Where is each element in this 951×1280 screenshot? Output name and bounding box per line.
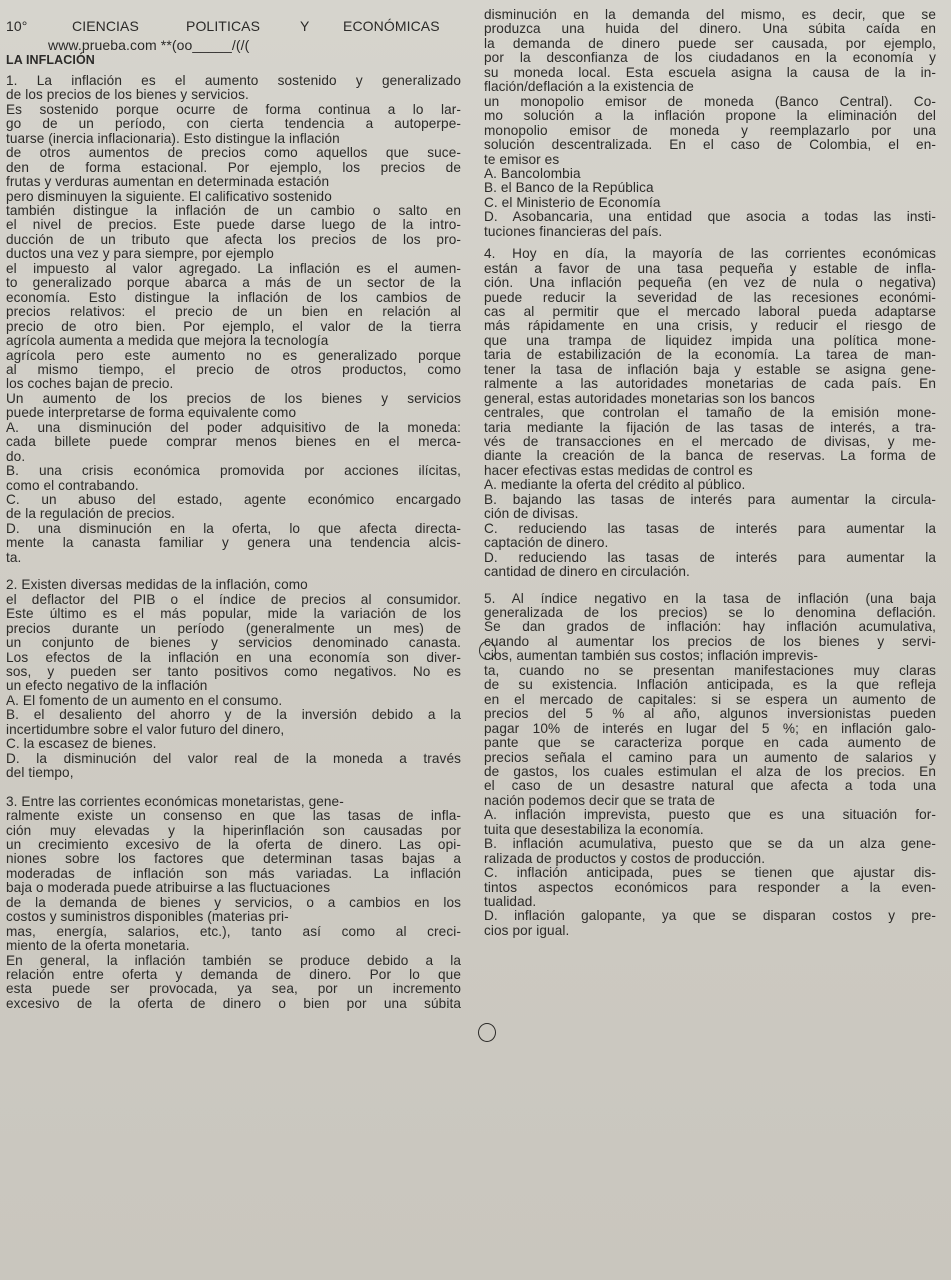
- text-line: del tiempo,: [6, 765, 74, 780]
- text-line: precios relativos: el precio de un bien en relación al: [6, 304, 461, 319]
- text-line: también distingue la inflación de un cambio o salto en: [6, 203, 461, 218]
- text-line: B. bajando las tasas de interés para aumentar la circula-: [484, 492, 936, 507]
- text-line: D. una disminución en la oferta, lo que afecta directa-: [6, 521, 461, 536]
- text-line: ducción de un tributo que afecta los precios de los pro-: [6, 232, 461, 247]
- text-line: cas al permitir que el mercado laboral pueda adaptarse: [484, 304, 936, 319]
- text-line: den de forma estacional. Por ejemplo, los precios de: [6, 160, 461, 175]
- text-line: Un aumento de los precios de los bienes y servicios: [6, 391, 461, 406]
- text-line: flación/deflación a la existencia de: [484, 79, 694, 94]
- text-line: el nivel de precios. Este puede darse luego de la intro-: [6, 217, 461, 232]
- text-line: B. inflación acumulativa, puesto que se da un alza gene-: [484, 836, 936, 851]
- text-line: produzca una huida del dinero. Una súbita caída en: [484, 21, 936, 36]
- text-line: un efecto negativo de la inflación: [6, 678, 208, 693]
- text-line: por la desconfianza de los ciudadanos en la economía y: [484, 50, 936, 65]
- text-line: precio de otro bien. Por ejemplo, el valor de la tierra: [6, 319, 461, 334]
- text-line: mente la canasta familiar y genera una tendencia alcis-: [6, 535, 461, 550]
- text-line: Es sostenido porque ocurre de forma continua a lo lar-: [6, 102, 461, 117]
- text-line: 2. Existen diversas medidas de la inflación, como: [6, 577, 308, 592]
- text-line: moderadas de inflación son más variadas. La inflación: [6, 866, 461, 881]
- text-line: 3. Entre las corrientes económicas monetaristas, gene-: [6, 794, 344, 809]
- text-line: los coches bajan de precio.: [6, 376, 174, 391]
- text-line: su moneda local. Esta escuela asigna la causa de la in-: [484, 65, 936, 80]
- section-title: LA INFLACIÓN: [6, 53, 95, 67]
- text-line: diante la creación de la banca de reservas. La forma de: [484, 448, 936, 463]
- text-line: C. la escasez de bienes.: [6, 736, 157, 751]
- text-line: cios por igual.: [484, 923, 570, 938]
- subject-word: ECONÓMICAS: [343, 18, 440, 34]
- text-line: vés de transacciones en el mercado de divisas, y me-: [484, 434, 936, 449]
- text-line: ta, cuando no se presentan manifestaciones muy claras: [484, 663, 936, 678]
- text-line: B. el desaliento del ahorro y de la inversión debido a la: [6, 707, 461, 722]
- text-line: ta.: [6, 550, 22, 565]
- text-line: general, estas autoridades monetarias son los bancos: [484, 391, 815, 406]
- text-line: go de un período, con cierta tendencia a autoperpe-: [6, 116, 461, 131]
- text-line: precios señala el camino para un aumento de salarios y: [484, 750, 936, 765]
- text-line: de los precios de los bienes y servicios.: [6, 87, 249, 102]
- text-line: A. El fomento de un aumento en el consumo.: [6, 693, 283, 708]
- text-line: A. una disminución del poder adquisitivo de la moneda:: [6, 420, 461, 435]
- text-line: tualidad.: [484, 894, 537, 909]
- text-line: hacer efectivas estas medidas de control es: [484, 463, 753, 478]
- text-line: do.: [6, 449, 26, 464]
- text-line: 5. Al índice negativo en la tasa de inflación (una baja: [484, 591, 936, 606]
- text-line: Se dan grados de inflación: hay inflación acumulativa,: [484, 619, 936, 634]
- text-line: puede reducir la severidad de las recesiones económi-: [484, 290, 936, 305]
- text-line: tuita que desestabiliza la economía.: [484, 822, 704, 837]
- text-line: mo solución a la inflación propone la eliminación del: [484, 108, 936, 123]
- text-line: niones sobre los factores que determinan tasas bajas a: [6, 851, 461, 866]
- text-line: ralmente a las autoridades monetarias de cada país. En: [484, 376, 936, 391]
- text-line: sos, y pueden ser tanto positivos como negativos. No es: [6, 664, 461, 679]
- subject-word: CIENCIAS: [72, 18, 139, 34]
- text-line: más rápidamente en una crisis, y reducir el riesgo de: [484, 318, 936, 333]
- answer-circle-mark: [479, 641, 496, 660]
- text-line: ralmente existe un consenso en que las tasas de infla-: [6, 808, 461, 823]
- text-line: pagar 10% de interés en lugar del 5 %; en inflación galo-: [484, 721, 936, 736]
- text-line: Los efectos de la inflación en una economía son diver-: [6, 650, 461, 665]
- text-line: precios del 5 % al año, algunos inversionistas pueden: [484, 706, 936, 721]
- text-line: to generalizado porque abarca a más de un sector de la: [6, 275, 461, 290]
- text-line: ralizada de productos y costos de producción.: [484, 851, 766, 866]
- text-line: de otros aumentos de precios como aquellos que suce-: [6, 145, 461, 160]
- text-line: ción de divisas.: [484, 506, 579, 521]
- text-line: economía. Esto distingue la inflación de los cambios de: [6, 290, 461, 305]
- text-line: incertidumbre sobre el valor futuro del dinero,: [6, 722, 285, 737]
- text-line: generalizada de los precios) se lo denomina deflación.: [484, 605, 936, 620]
- subject-word: POLITICAS: [186, 18, 261, 34]
- text-line: están a favor de una tasa pequeña y estable de infla-: [484, 261, 936, 276]
- text-line: frutas y verduras aumentan en determinada estación: [6, 174, 330, 189]
- text-line: esta puede ser provocada, ya sea, por un incremento: [6, 981, 461, 996]
- text-line: de la regulación de precios.: [6, 506, 176, 521]
- text-line: agrícola aumenta a medida que mejora la tecnología: [6, 333, 329, 348]
- grade-label: 10°: [6, 18, 28, 34]
- text-line: monopolio emisor de moneda y reemplazarlo por una: [484, 123, 936, 138]
- text-line: 1. La inflación es el aumento sostenido y generalizado: [6, 73, 461, 88]
- text-line: cantidad de dinero en circulación.: [484, 564, 690, 579]
- text-line: 4. Hoy en día, la mayoría de las corrientes económicas: [484, 246, 936, 261]
- text-line: mas, energía, salarios, etc.), tanto así como al creci-: [6, 924, 461, 939]
- text-line: tintos aspectos económicos para responder a la even-: [484, 880, 936, 895]
- text-line: D. la disminución del valor real de la moneda a través: [6, 751, 461, 766]
- text-line: precios durante un período (generalmente un mes) de: [6, 621, 461, 636]
- text-line: ción. Una inflación pequeña (en vez de nula o negativa): [484, 275, 936, 290]
- text-line: baja o moderada puede atribuirse a las fluctuaciones: [6, 880, 331, 895]
- text-line: D. inflación galopante, ya que se disparan costos y pre-: [484, 908, 936, 923]
- text-line: C. el Ministerio de Economía: [484, 195, 661, 210]
- text-line: puede interpretarse de forma equivalente como: [6, 405, 297, 420]
- text-line: costos y suministros disponibles (materias pri-: [6, 909, 289, 924]
- text-line: ción muy elevadas y la hiperinflación son causadas por: [6, 823, 461, 838]
- text-line: en el mercado de capitales: si se espera un aumento de: [484, 692, 936, 707]
- text-line: pante que se caracteriza porque en cada aumento de: [484, 735, 936, 750]
- text-line: Este último es el más popular, mide la variación de los: [6, 606, 461, 621]
- text-line: C. reduciendo las tasas de interés para aumentar la: [484, 521, 936, 536]
- text-line: tuciones financieras del país.: [484, 224, 663, 239]
- text-line: C. un abuso del estado, agente económico encargado: [6, 492, 461, 507]
- text-line: disminución en la demanda del mismo, es decir, que se: [484, 7, 936, 22]
- text-line: te emisor es: [484, 152, 560, 167]
- text-line: A. Bancolombia: [484, 166, 581, 181]
- text-line: En general, la inflación también se produce debido a la: [6, 953, 461, 968]
- subject-word: Y: [300, 18, 310, 34]
- text-line: A. mediante la oferta del crédito al público.: [484, 477, 746, 492]
- text-line: ductos una vez y para siempre, por ejemplo: [6, 246, 274, 261]
- text-line: el caso de un desastre natural que afecta a toda una: [484, 778, 936, 793]
- text-line: solución descentralizada. En el caso de Colombia, el en-: [484, 137, 936, 152]
- text-line: cuando al aumentar los precios de los bienes y servi-: [484, 634, 936, 649]
- text-line: un conjunto de bienes y servicios denominado canasta.: [6, 635, 461, 650]
- text-line: tuarse (inercia inflacionaria). Esto distingue la inflación: [6, 131, 340, 146]
- text-line: la demanda de dinero puede ser causada, por ejemplo,: [484, 36, 936, 51]
- text-line: un crecimiento excesivo de la oferta de dinero. Las opi-: [6, 837, 461, 852]
- text-line: taria mediante la fijación de las tasas de interés, a tra-: [484, 420, 936, 435]
- text-line: A. inflación imprevista, puesto que es una situación for-: [484, 807, 936, 822]
- text-line: D. reduciendo las tasas de interés para aumentar la: [484, 550, 936, 565]
- text-line: de la demanda de bienes y servicios, o a cambios en los: [6, 895, 461, 910]
- text-line: el impuesto al valor agregado. La inflación es el aumen-: [6, 261, 461, 276]
- text-line: al mismo tiempo, el precio de otros productos, como: [6, 362, 461, 377]
- text-line: relación entre oferta y demanda de dinero. Por lo que: [6, 967, 461, 982]
- text-line: cios, aumentan también sus costos; inflación imprevis-: [484, 648, 819, 663]
- text-line: agrícola pero este aumento no es generalizado porque: [6, 348, 461, 363]
- text-line: el deflactor del PIB o el índice de precios al consumidor.: [6, 592, 461, 607]
- text-line: tener la tasa de inflación baja y estable se asigna gene-: [484, 362, 936, 377]
- text-line: que una trampa de liquidez impida una política mone-: [484, 333, 936, 348]
- text-line: B. una crisis económica promovida por acciones ilícitas,: [6, 463, 461, 478]
- text-line: miento de la oferta monetaria.: [6, 938, 190, 953]
- text-line: de su existencia. Inflación anticipada, es la que refleja: [484, 677, 936, 692]
- answer-circle-mark: [478, 1023, 496, 1042]
- text-line: un monopolio emisor de moneda (Banco Central). Co-: [484, 94, 936, 109]
- text-line: pero disminuyen la siguiente. El calificativo sostenido: [6, 189, 332, 204]
- text-line: como el contrabando.: [6, 478, 139, 493]
- text-line: taria de estabilización de la economía. La tarea de man-: [484, 347, 936, 362]
- text-line: captación de dinero.: [484, 535, 609, 550]
- text-line: D. Asobancaria, una entidad que asocia a todas las insti-: [484, 209, 936, 224]
- text-line: excesivo de la oferta de dinero o bien por una súbita: [6, 996, 461, 1011]
- text-line: de gastos, los cuales estimulan el alza de los precios. En: [484, 764, 936, 779]
- website-text: www.prueba.com **(oo_____/(/(: [48, 37, 250, 53]
- text-line: B. el Banco de la República: [484, 180, 654, 195]
- text-line: C. inflación anticipada, pues se tienen que ajustar dis-: [484, 865, 936, 880]
- text-line: centrales, que controlan el tamaño de la emisión mone-: [484, 405, 936, 420]
- text-line: nación podemos decir que se trata de: [484, 793, 716, 808]
- text-line: cada billete puede comprar menos bienes en el merca-: [6, 434, 461, 449]
